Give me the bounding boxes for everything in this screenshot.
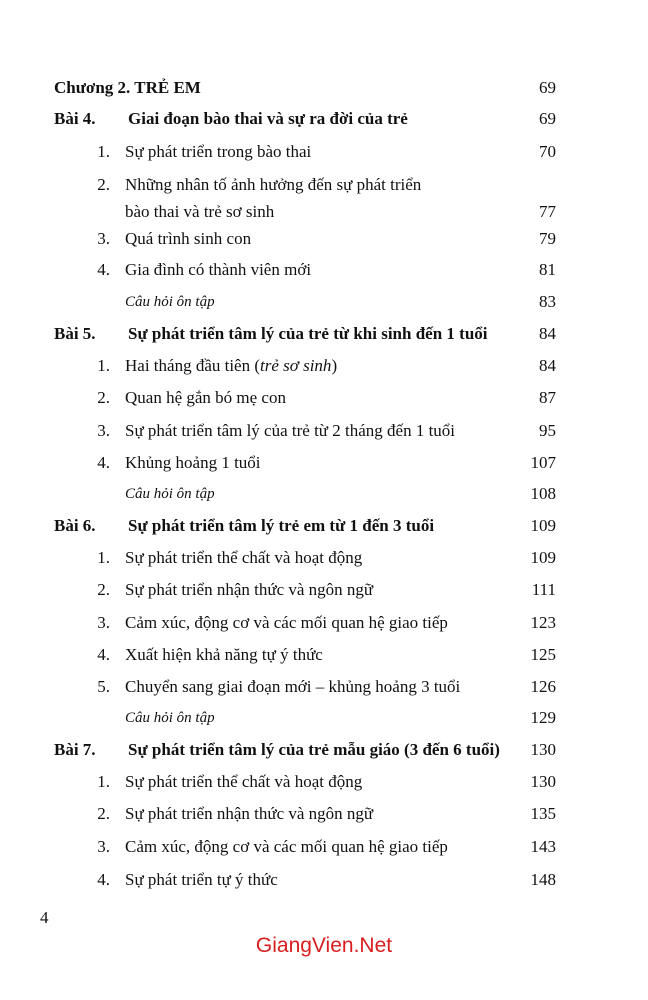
item-number: 2. [97,580,110,599]
lesson-title: Sự phát triển tâm lý của trẻ từ khi sinh đến 1 tuổi [128,324,488,343]
toc-item-row [0,866,648,894]
lesson-label: Bài 6. [54,516,96,535]
item-number: 2. [97,388,110,407]
item-number: 4. [97,453,110,472]
item-number: 4. [97,870,110,889]
page-ref: 109 [530,548,556,567]
toc-item-row [0,417,648,445]
item-title: Khủng hoảng 1 tuổi [125,453,261,472]
item-number: 1. [97,142,110,161]
toc-item-row [0,256,648,284]
item-title: Sự phát triển thể chất và hoạt động [125,772,363,791]
page-ref: 107 [530,453,556,472]
item-title: Sự phát triển tự ý thức [125,870,278,889]
page-ref: 143 [530,837,556,856]
item-number: 3. [97,229,110,248]
page-ref: 129 [530,708,556,727]
lesson-label: Bài 5. [54,324,96,343]
page-ref: 108 [530,484,556,503]
item-number: 1. [97,772,110,791]
page-ref: 130 [530,740,556,759]
lesson-title: Giai đoạn bào thai và sự ra đời của trẻ [128,109,408,128]
item-number: 3. [97,613,110,632]
review-title: Câu hỏi ôn tập [125,486,215,502]
item-title: Sự phát triển nhận thức và ngôn ngữ [125,580,374,599]
toc-item-row [0,576,648,604]
item-title: Sự phát triển trong bào thai [125,142,312,161]
toc-item-row [0,449,648,477]
page-ref: 70 [539,142,556,161]
toc-lesson-row [0,512,648,540]
item-number: 1. [97,548,110,567]
page-number: 4 [40,908,49,927]
page-ref: 125 [530,645,556,664]
page-ref: 87 [539,388,556,407]
toc-review-row [0,480,648,508]
page-ref: 109 [530,516,556,535]
toc-item-row [0,833,648,861]
item-number: 5. [97,677,110,696]
item-title-line2: bào thai và trẻ sơ sinh [125,202,275,221]
page-ref: 84 [539,324,556,343]
item-title-italic: trẻ sơ sinh [260,356,332,375]
item-number: 3. [97,421,110,440]
item-number: 2. [97,175,110,194]
toc-lesson-row [0,320,648,348]
item-title: Cảm xúc, động cơ và các mối quan hệ giao tiếp [125,837,448,856]
item-title: Quá trình sinh con [125,229,252,248]
item-number: 4. [97,260,110,279]
page-ref: 135 [530,804,556,823]
page-ref: 69 [539,109,556,128]
toc-item-row [0,609,648,637]
page-ref: 111 [531,580,556,599]
item-title-end: ) [331,356,338,375]
page-ref: 77 [539,202,556,221]
lesson-title: Sự phát triển tâm lý trẻ em từ 1 đến 3 tuổi [128,516,435,535]
item-title [125,352,337,380]
page-ref: 130 [530,772,556,791]
toc-review-row [0,704,648,732]
lesson-label: Bài 7. [54,740,96,759]
toc-item-row [0,800,648,828]
page-ref: 84 [539,356,556,375]
toc-review-row [0,288,648,316]
item-number: 1. [97,356,110,375]
chapter-title: Chương 2. TRẺ EM [54,78,201,97]
toc-lesson-row [0,736,648,764]
toc-item-row [0,768,648,796]
item-title: Cảm xúc, động cơ và các mối quan hệ giao tiếp [125,613,448,632]
page-ref: 79 [539,229,556,248]
page-ref: 83 [539,292,556,311]
toc-item-row [0,673,648,701]
toc-item-row [0,544,648,572]
item-title-text: Hai tháng đầu tiên ( [125,356,261,375]
page-ref: 126 [530,677,556,696]
toc-item-row [0,225,648,253]
item-title: Gia đình có thành viên mới [125,260,312,279]
review-title: Câu hỏi ôn tập [125,294,215,310]
item-title-line1: Những nhân tố ảnh hưởng đến sự phát triển [125,175,422,194]
item-title: Sự phát triển tâm lý của trẻ từ 2 tháng đến 1 tuổi [125,421,456,440]
item-number: 4. [97,645,110,664]
page-ref: 148 [530,870,556,889]
item-title: Chuyển sang giai đoạn mới – khủng hoảng 3 tuổi [125,677,461,696]
toc-item-row [0,641,648,669]
review-title: Câu hỏi ôn tập [125,710,215,726]
item-number: 3. [97,837,110,856]
lesson-title: Sự phát triển tâm lý của trẻ mẫu giáo (3 đến 6 tuổi) [128,740,500,759]
item-title: Sự phát triển thể chất và hoạt động [125,548,363,567]
toc-lesson-row [0,105,648,133]
toc-chapter-row [0,74,648,102]
page-ref: 95 [539,421,556,440]
toc-item-row [0,171,648,227]
page-ref: 69 [539,78,556,97]
item-title: Xuất hiện khả năng tự ý thức [125,645,323,664]
page-ref: 81 [539,260,556,279]
toc-item-row [0,384,648,412]
toc-item-row [0,138,648,166]
watermark-text: GiangVien.Net [255,934,393,957]
item-title: Quan hệ gắn bó mẹ con [125,388,286,407]
page-ref: 123 [530,613,556,632]
item-number: 2. [97,804,110,823]
lesson-label: Bài 4. [54,109,96,128]
item-title: Sự phát triển nhận thức và ngôn ngữ [125,804,374,823]
toc-item-row [0,352,648,380]
